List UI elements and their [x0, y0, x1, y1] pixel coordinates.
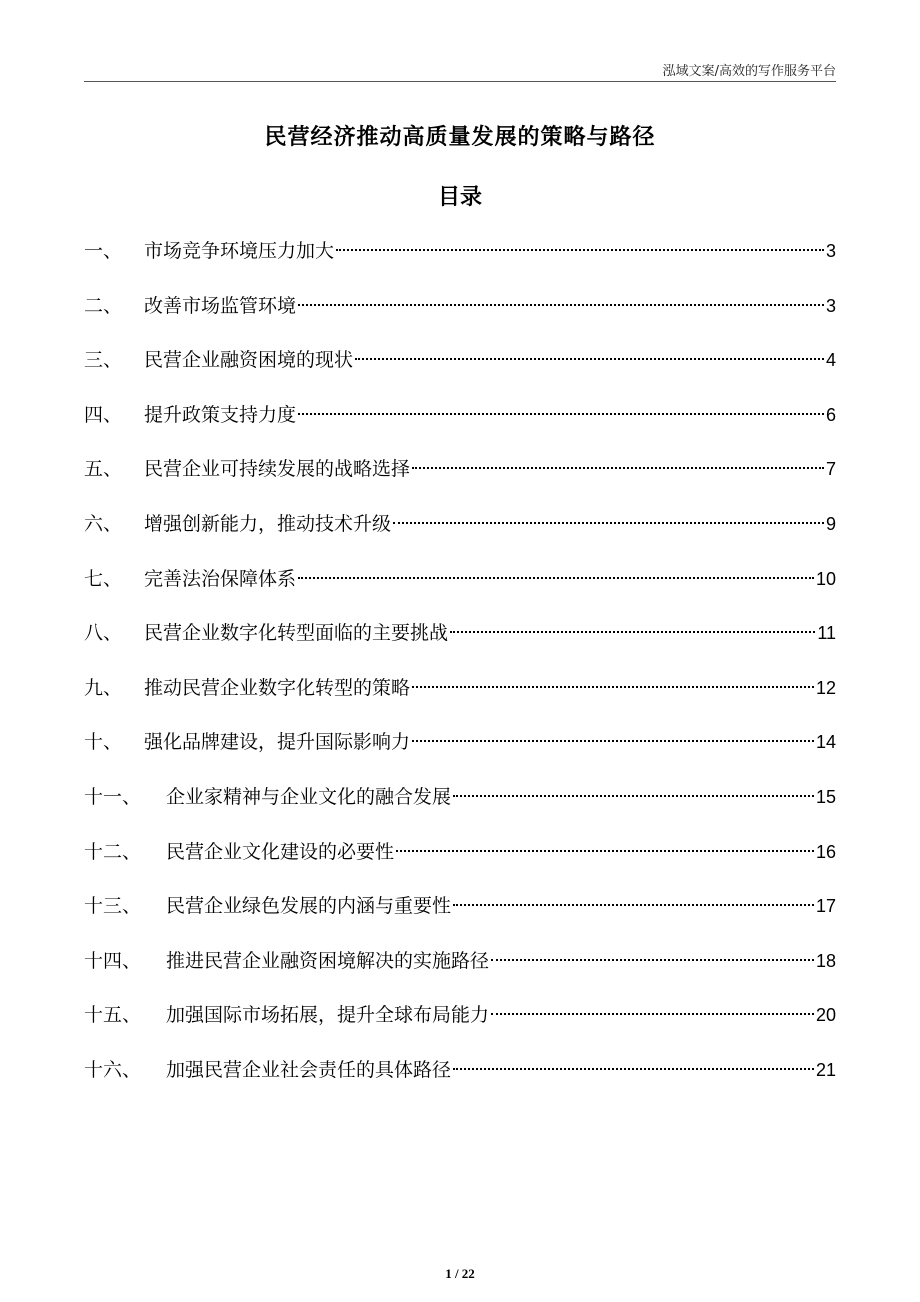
toc-dot-leader: [491, 1013, 814, 1015]
toc-entry-number: 八、: [84, 622, 123, 645]
toc-entry-number: 九、: [84, 676, 123, 699]
toc-entry-3[interactable]: [84, 339, 836, 394]
toc-dot-leader: [298, 304, 824, 306]
toc-entry-label: 改善市场监管环境: [144, 294, 297, 317]
toc-entry-number: 十五、: [84, 1004, 142, 1027]
toc-entry-8[interactable]: [84, 612, 836, 667]
toc-entry-4[interactable]: [84, 394, 836, 449]
toc-entry-page: 9: [825, 513, 836, 534]
toc-entry-label: 民营企业文化建设的必要性: [166, 840, 395, 863]
toc-entry-number: 一、: [84, 240, 123, 262]
toc-dot-leader: [412, 467, 824, 469]
toc-entry-number: 十四、: [84, 949, 142, 972]
toc-entry-number: 十、: [84, 731, 123, 754]
toc-entry-label: 完善法治保障体系: [144, 567, 297, 590]
toc-entry-page: 16: [815, 841, 836, 862]
toc-dot-leader: [298, 413, 824, 415]
toc-entry-15[interactable]: [84, 994, 836, 1049]
toc-entry-number: 四、: [84, 403, 123, 426]
toc-entry-7[interactable]: [84, 558, 836, 613]
toc-entry-13[interactable]: [84, 885, 836, 940]
toc-entry-10[interactable]: [84, 721, 836, 776]
toc-entry-16[interactable]: [84, 1049, 836, 1104]
toc-entry-page: 3: [825, 295, 836, 316]
toc-entry-number: 十二、: [84, 840, 142, 863]
toc-entry-label: 推动民营企业数字化转型的策略: [144, 676, 411, 699]
toc-entry-number: 三、: [84, 349, 123, 372]
toc-entry-number: 七、: [84, 567, 123, 590]
toc-entry-2[interactable]: [84, 285, 836, 340]
document-title: 民营经济推动高质量发展的策略与路径: [264, 125, 656, 150]
toc-dot-leader: [450, 631, 815, 633]
toc-dot-leader: [453, 1068, 814, 1070]
toc-entry-page: 20: [815, 1005, 836, 1026]
toc-dot-leader: [453, 795, 814, 797]
header-divider: [84, 81, 836, 82]
toc-entry-label: 加强民营企业社会责任的具体路径: [166, 1058, 452, 1081]
toc-dot-leader: [298, 577, 814, 579]
toc-entry-page: 11: [817, 623, 836, 644]
toc-dot-leader: [336, 249, 824, 251]
toc-entry-page: 4: [825, 350, 836, 371]
toc-entry-label: 强化品牌建设，提升国际影响力: [144, 731, 411, 754]
toc-entry-page: 15: [815, 786, 836, 807]
toc-entry-number: 十三、: [84, 895, 142, 918]
toc-entry-number: 六、: [84, 512, 123, 535]
toc-entry-1[interactable]: [84, 230, 836, 285]
table-of-contents: [84, 230, 836, 1104]
toc-entry-page: 17: [815, 896, 836, 917]
toc-heading: 目录: [437, 185, 482, 210]
toc-entry-label: 企业家精神与企业文化的融合发展: [166, 785, 452, 808]
toc-entry-page: 10: [815, 568, 836, 589]
toc-entry-number: 五、: [84, 458, 123, 481]
toc-entry-label: 增强创新能力，推动技术升级: [144, 512, 392, 535]
toc-dot-leader: [396, 850, 814, 852]
toc-entry-page: 14: [815, 732, 836, 753]
toc-entry-page: 3: [825, 241, 836, 261]
toc-entry-14[interactable]: [84, 940, 836, 995]
toc-entry-label: 加强国际市场拓展，提升全球布局能力: [166, 1004, 490, 1027]
toc-entry-label: 提升政策支持力度: [144, 403, 297, 426]
toc-dot-leader: [412, 740, 814, 742]
toc-entry-page: 18: [815, 950, 836, 971]
toc-entry-11[interactable]: [84, 776, 836, 831]
toc-entry-label: 民营企业绿色发展的内涵与重要性: [166, 895, 452, 918]
toc-dot-leader: [412, 686, 814, 688]
toc-entry-9[interactable]: [84, 667, 836, 722]
toc-entry-label: 民营企业数字化转型面临的主要挑战: [144, 622, 449, 645]
page-indicator: 1 / 22: [445, 1266, 475, 1281]
toc-dot-leader: [491, 959, 814, 961]
toc-entry-page: 12: [815, 677, 836, 698]
toc-entry-label: 推进民营企业融资困境解决的实施路径: [166, 949, 490, 972]
header-brand-text: 泓域文案/高效的写作服务平台: [662, 64, 836, 79]
toc-entry-page: 6: [825, 404, 836, 425]
toc-entry-number: 二、: [84, 294, 123, 317]
toc-entry-page: 21: [815, 1059, 836, 1080]
toc-entry-page: 7: [825, 459, 836, 480]
toc-entry-6[interactable]: [84, 503, 836, 558]
toc-entry-label: 民营企业融资困境的现状: [144, 349, 354, 372]
toc-entry-label: 市场竞争环境压力加大: [144, 240, 335, 262]
toc-entry-label: 民营企业可持续发展的战略选择: [144, 458, 411, 481]
toc-dot-leader: [453, 904, 814, 906]
toc-entry-number: 十一、: [84, 785, 142, 808]
toc-entry-5[interactable]: [84, 448, 836, 503]
toc-dot-leader: [393, 522, 824, 524]
toc-entry-12[interactable]: [84, 831, 836, 886]
toc-entry-number: 十六、: [84, 1058, 142, 1081]
toc-dot-leader: [355, 358, 824, 360]
